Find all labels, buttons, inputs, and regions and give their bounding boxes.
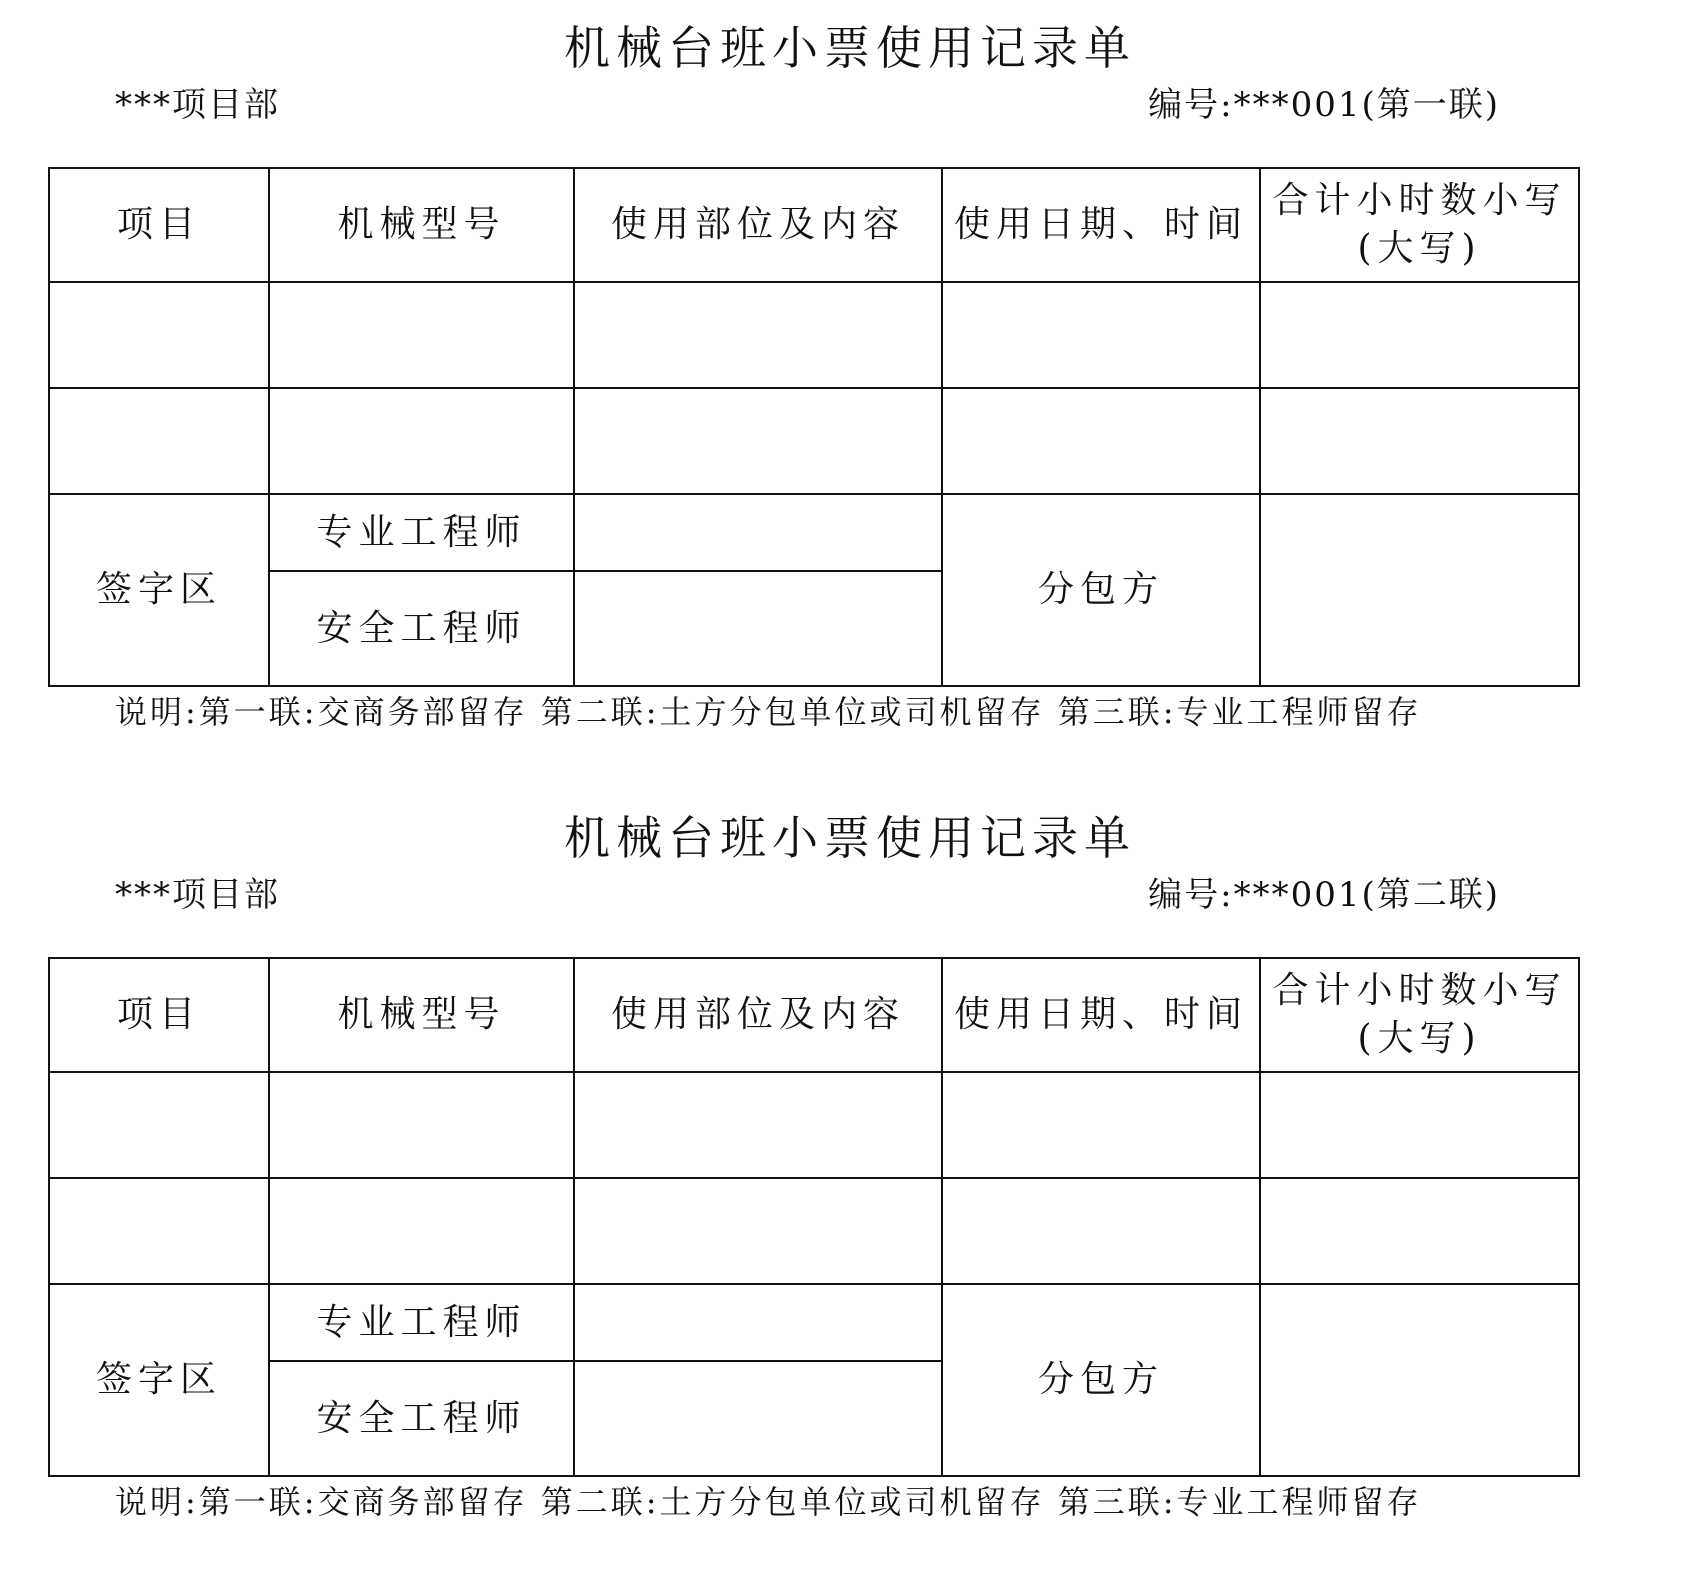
cell-machine-model[interactable] [269,1072,574,1178]
header-machine-model: 机械型号 [269,958,574,1072]
cell-usage-datetime[interactable] [942,282,1260,388]
table-row [49,388,1579,494]
total-hours-line1: 合计小时数小写 [1272,180,1567,221]
safety-engineer-signature-cell[interactable] [574,1361,942,1476]
safety-engineer-signature-cell[interactable] [574,571,942,686]
header-row [49,958,1579,1072]
serial-number: 编号:***001(第二联) [1148,875,1500,915]
signature-row [49,494,1579,571]
cell-item[interactable] [49,1072,269,1178]
subcontractor-signature-cell[interactable] [1260,1284,1579,1476]
professional-engineer-label: 专业工程师 [269,1284,574,1361]
header-usage-datetime: 使用日期、时间 [942,168,1260,282]
subcontractor-label: 分包方 [942,494,1260,686]
header-item: 项目 [49,958,269,1072]
professional-engineer-label: 专业工程师 [269,494,574,571]
header-item: 项目 [49,168,269,282]
subcontractor-label: 分包方 [942,1284,1260,1476]
header-usage-location: 使用部位及内容 [574,168,942,282]
record-form-copy-1 [0,0,1700,780]
cell-machine-model[interactable] [269,388,574,494]
cell-machine-model[interactable] [269,1178,574,1284]
signature-row [49,1284,1579,1361]
header-row [49,168,1579,282]
cell-usage-datetime[interactable] [942,1178,1260,1284]
subcontractor-signature-cell[interactable] [1260,494,1579,686]
record-form-copy-2 [0,790,1700,1570]
department-label: ***项目部 [115,85,280,125]
cell-item[interactable] [49,388,269,494]
cell-total-hours[interactable] [1260,282,1579,388]
cell-total-hours[interactable] [1260,388,1579,494]
signature-area-label: 签字区 [49,494,269,686]
record-table [48,167,1580,687]
form-note: 说明:第一联:交商务部留存 第二联:土方分包单位或司机留存 第三联:专业工程师留存 [115,693,1422,731]
cell-total-hours[interactable] [1260,1072,1579,1178]
table-row [49,282,1579,388]
cell-usage-location[interactable] [574,1072,942,1178]
total-hours-line2: (大写) [1357,1018,1482,1059]
header-usage-datetime: 使用日期、时间 [942,958,1260,1072]
table-row [49,1072,1579,1178]
cell-usage-location[interactable] [574,388,942,494]
form-note: 说明:第一联:交商务部留存 第二联:土方分包单位或司机留存 第三联:专业工程师留存 [115,1483,1422,1521]
cell-usage-datetime[interactable] [942,1072,1260,1178]
department-label: ***项目部 [115,875,280,915]
form-title: 机械台班小票使用记录单 [564,811,1136,865]
cell-usage-location[interactable] [574,1178,942,1284]
header-total-hours [1260,168,1579,282]
form-title: 机械台班小票使用记录单 [564,21,1136,75]
safety-engineer-label: 安全工程师 [269,571,574,686]
signature-area-label: 签字区 [49,1284,269,1476]
header-machine-model: 机械型号 [269,168,574,282]
cell-total-hours[interactable] [1260,1178,1579,1284]
total-hours-line2: (大写) [1357,228,1482,269]
cell-usage-datetime[interactable] [942,388,1260,494]
header-total-hours [1260,958,1579,1072]
professional-engineer-signature-cell[interactable] [574,494,942,571]
cell-usage-location[interactable] [574,282,942,388]
header-usage-location: 使用部位及内容 [574,958,942,1072]
total-hours-line1: 合计小时数小写 [1272,970,1567,1011]
table-row [49,1178,1579,1284]
cell-item[interactable] [49,282,269,388]
professional-engineer-signature-cell[interactable] [574,1284,942,1361]
serial-number: 编号:***001(第一联) [1148,85,1500,125]
cell-machine-model[interactable] [269,282,574,388]
cell-item[interactable] [49,1178,269,1284]
safety-engineer-label: 安全工程师 [269,1361,574,1476]
record-table [48,957,1580,1477]
